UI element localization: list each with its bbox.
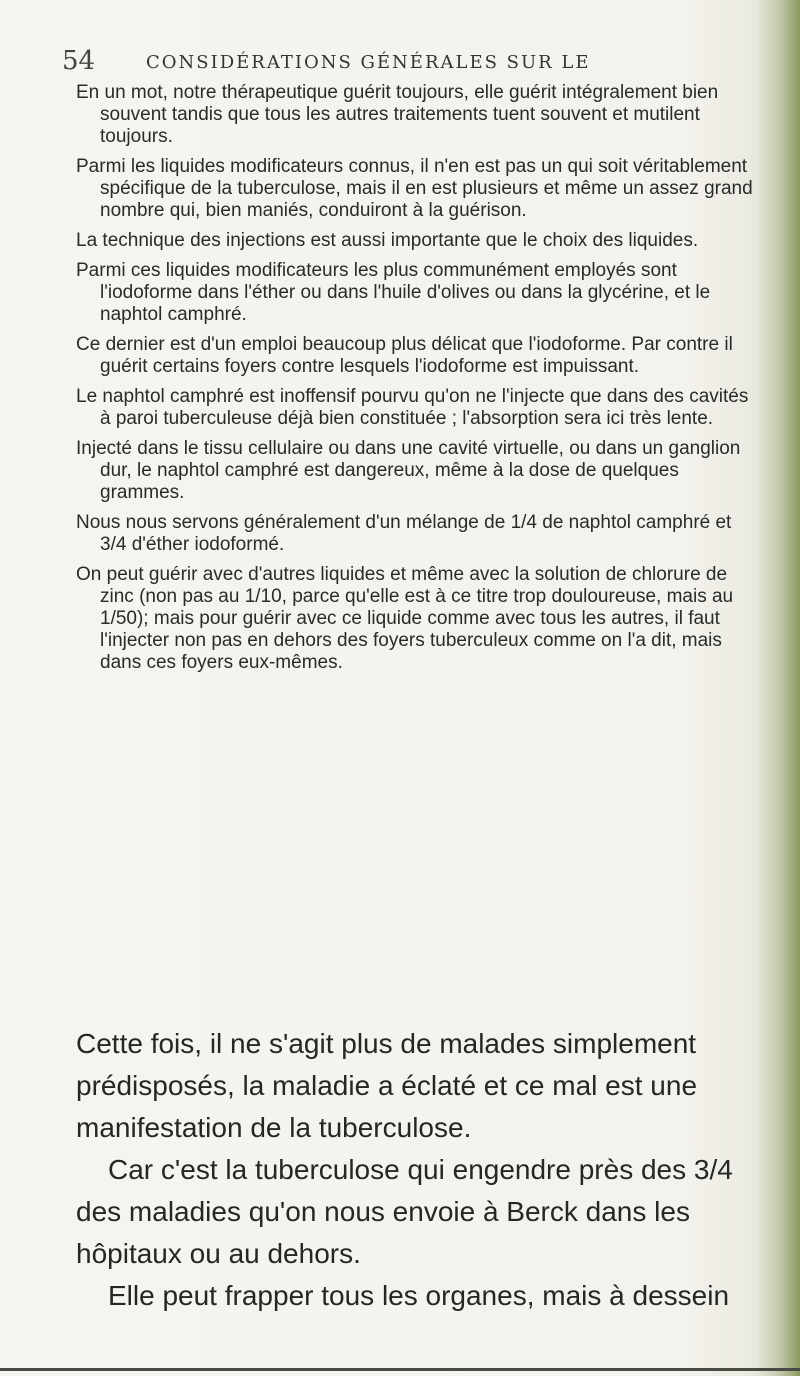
page-edge-shadow [756,0,800,1376]
paragraph: Elle peut frapper tous les organes, mais à dessein [108,1280,730,1311]
body-text-small [76,82,758,682]
running-title: CONSIDÉRATIONS GÉNÉRALES SUR LE [146,52,591,73]
paragraph: Parmi les liquides modificateurs connus, il n'en est pas un qui soit véritablement spécifique de la tuberculose, mais il en est plusieurs et même un assez grand nombre qui, bien maniés, conduiront à la guérison. [76,156,753,221]
paragraph: Injecté dans le tissu cellulaire ou dans une cavité virtuelle, ou dans un ganglion dur, le naphtol camphré est dangereux, même à la dose de quelques grammes. [76,438,741,503]
bottom-rule [0,1368,800,1371]
paragraph: Le naphtol camphré est inoffensif pourvu qu'on ne l'injecte que dans des cavités à paroi tuberculeuse déjà bien constituée ; l'absorption sera ici très lente. [76,386,749,429]
paragraph: La technique des injections est aussi importante que le choix des liquides. [76,230,699,251]
paragraph: Car c'est la tuberculose qui engendre près des 3/4 des maladies qu'on nous envoie à Berck dans les hôpitaux ou au dehors. [76,1154,733,1269]
paragraph: Nous nous servons généralement d'un mélange de 1/4 de naphtol camphré et 3/4 d'éther iodoformé. [76,512,732,555]
paragraph: Ce dernier est d'un emploi beaucoup plus délicat que l'iodoforme. Par contre il guérit certains foyers contre lesquels l'iodoforme est impuissant. [76,334,733,377]
paragraph: En un mot, notre thérapeutique guérit toujours, elle guérit intégralement bien souvent tandis que tous les autres traitements tuent souvent et mutilent toujours. [76,82,719,147]
paragraph: On peut guérir avec d'autres liquides et même avec la solution de chlorure de zinc (non pas au 1/10, parce qu'elle est à ce titre trop douloureuse, mais au 1/50); mais pour guérir avec ce liquide comme avec tous les autres, il faut l'injecter non pas en dehors des foyers tuberculeux comme on l'a dit, mais dans ces foyers eux-mêmes. [76,564,734,673]
body-text-large [76,1023,758,1317]
paragraph: Cette fois, il ne s'agit plus de malades simplement prédisposés, la maladie a éclaté et ce mal est une manifestation de la tuberculose. [76,1028,698,1143]
paragraph: Parmi ces liquides modificateurs les plus communément employés sont l'iodoforme dans l'éther ou dans l'huile d'olives ou dans la glycérine, et le naphtol camphré. [76,260,711,325]
page-number: 54 [62,46,96,76]
page-header [62,46,742,80]
